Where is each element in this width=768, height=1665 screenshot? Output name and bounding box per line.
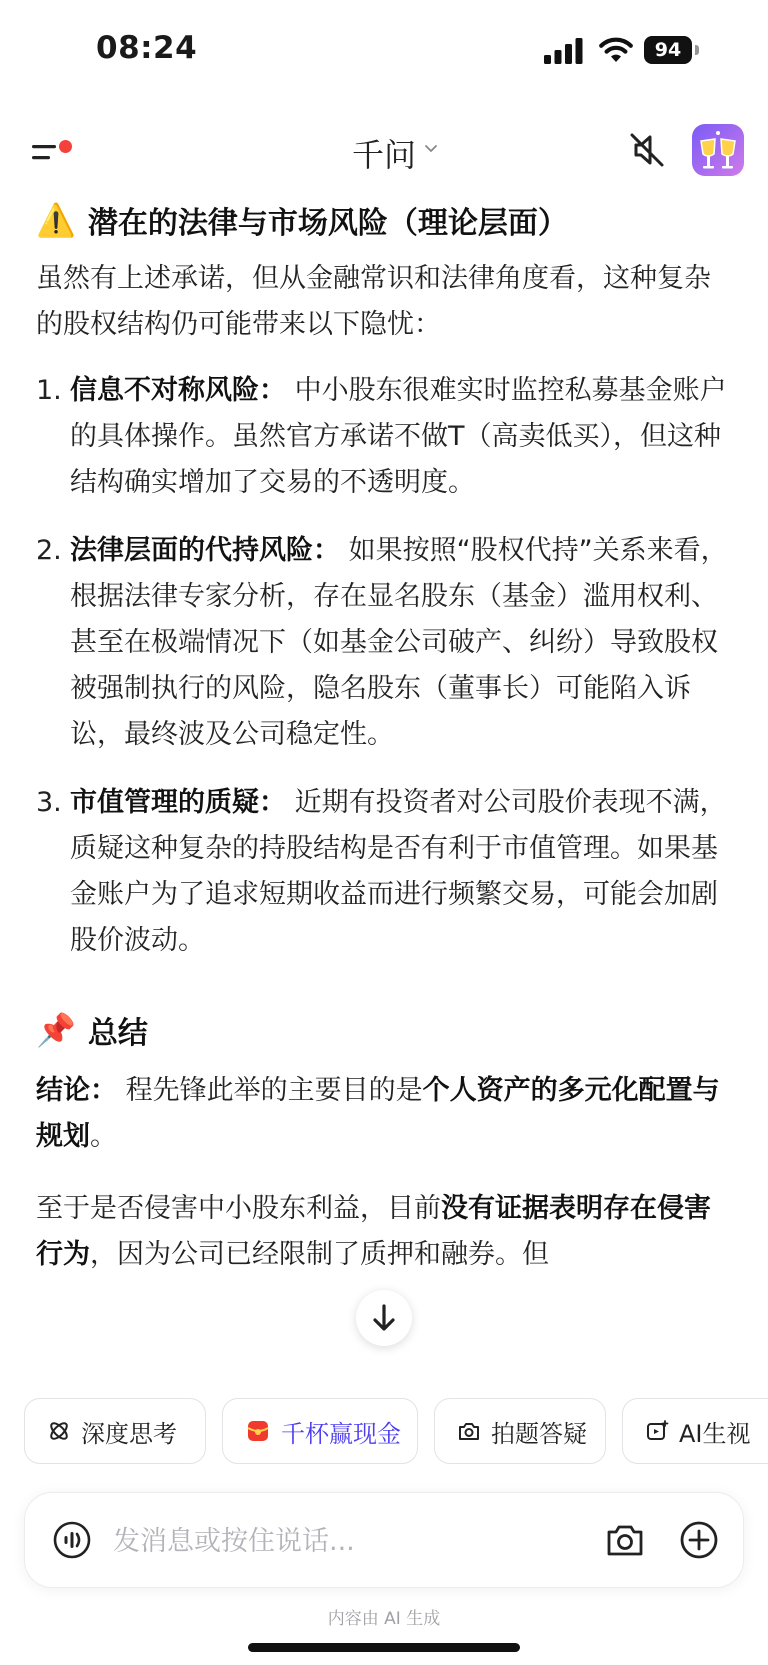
list-item-text: 如果按照“股权代持”关系来看，根据法律专家分析，存在显名股东（基金）滥用权利、甚至在极端情况下（如基金公司破产、纠纷）导致股权被强制执行的风险，隐名股东（董事长）可能陷入诉讼，最终波及公司稳定性。 bbox=[70, 535, 728, 750]
pushpin-icon: 📌 bbox=[36, 1011, 76, 1049]
wifi-icon bbox=[598, 36, 634, 64]
plus-icon[interactable] bbox=[679, 1520, 719, 1560]
list-item-text: 中小股东很难实时监控私募基金账户的具体操作。虽然官方承诺不做T（高卖低买），但这种结构确实增加了交易的不透明度。 bbox=[70, 375, 727, 498]
chevron-down-icon[interactable] bbox=[424, 144, 438, 154]
risk-heading bbox=[36, 198, 736, 242]
ai-video-icon bbox=[645, 1419, 669, 1443]
home-indicator bbox=[248, 1643, 520, 1652]
voice-icon[interactable] bbox=[52, 1520, 92, 1560]
camera-question-icon bbox=[457, 1419, 481, 1443]
chip-photo-question[interactable] bbox=[434, 1398, 606, 1464]
menu-icon bbox=[30, 132, 64, 172]
summary-text-end: ，因为公司已经限制了质押和融券。但 bbox=[90, 1239, 549, 1270]
chip-ai-video[interactable] bbox=[622, 1398, 768, 1464]
list-item-text: 近期有投资者对公司股价表现不满，质疑这种复杂的持股结构是否有利于市值管理。如果基金账户为了追求短期收益而进行频繁交易，可能会加剧股价波动。 bbox=[70, 787, 727, 956]
chip-deep-think[interactable] bbox=[24, 1398, 206, 1464]
list-item bbox=[36, 528, 736, 758]
menu-button[interactable] bbox=[30, 132, 76, 172]
message-content bbox=[36, 198, 736, 1374]
red-envelope-icon bbox=[245, 1418, 271, 1444]
app-header bbox=[0, 118, 768, 188]
list-number: 3. bbox=[36, 787, 62, 818]
message-input-bar bbox=[24, 1492, 744, 1588]
app-title[interactable]: 千问 bbox=[352, 136, 417, 174]
summary-heading-text: 总结 bbox=[87, 1016, 148, 1051]
arrow-down-icon bbox=[356, 1290, 412, 1346]
chip-label: 深度思考 bbox=[81, 1419, 177, 1448]
battery-level: 94 bbox=[644, 36, 692, 64]
list-item-title: 信息不对称风险： bbox=[70, 375, 286, 406]
risk-heading-text: 潜在的法律与市场风险（理论层面） bbox=[87, 206, 568, 241]
notification-dot bbox=[59, 140, 72, 153]
chip-label: AI生视 bbox=[679, 1419, 751, 1448]
quick-action-chips bbox=[24, 1398, 768, 1466]
list-item bbox=[36, 780, 736, 964]
status-time: 08:24 bbox=[96, 30, 198, 66]
chip-label: 千杯赢现金 bbox=[281, 1419, 401, 1448]
summary-paragraph bbox=[36, 1186, 736, 1278]
warning-icon: ⚠️ bbox=[36, 201, 76, 239]
risk-list bbox=[36, 368, 736, 964]
summary-text-bold: 没有证据表明存在侵害行为 bbox=[36, 1193, 711, 1270]
message-input[interactable] bbox=[111, 1517, 535, 1565]
ai-disclaimer: 内容由 AI 生成 bbox=[327, 1609, 441, 1629]
list-number: 1. bbox=[36, 375, 62, 406]
cellular-signal-icon bbox=[544, 38, 584, 64]
list-item bbox=[36, 368, 736, 506]
avatar-cheers-icon bbox=[692, 124, 744, 176]
deep-think-icon bbox=[47, 1419, 71, 1443]
conclusion-end: 。 bbox=[90, 1121, 117, 1152]
summary-text-start: 至于是否侵害中小股东利益，目前 bbox=[36, 1193, 441, 1224]
conclusion-label: 结论： bbox=[36, 1075, 117, 1106]
avatar[interactable] bbox=[692, 124, 744, 176]
status-bar bbox=[0, 0, 768, 100]
conclusion-bold: 个人资产的多元化配置与规划 bbox=[36, 1075, 720, 1152]
speaker-muted-icon[interactable] bbox=[626, 130, 668, 170]
camera-icon[interactable] bbox=[605, 1521, 645, 1559]
chip-cup-win-cash[interactable] bbox=[222, 1398, 418, 1464]
summary-heading bbox=[36, 1008, 736, 1052]
battery-icon bbox=[644, 36, 700, 64]
list-number: 2. bbox=[36, 535, 62, 566]
conclusion-paragraph bbox=[36, 1068, 736, 1160]
conclusion-text: 程先锋此举的主要目的是 bbox=[125, 1075, 423, 1106]
list-item-title: 法律层面的代持风险： bbox=[70, 535, 340, 566]
risk-intro: 虽然有上述承诺，但从金融常识和法律角度看，这种复杂的股权结构仍可能带来以下隐忧： bbox=[36, 263, 711, 340]
scroll-to-bottom-button[interactable] bbox=[356, 1290, 412, 1346]
chip-label: 拍题答疑 bbox=[491, 1419, 587, 1448]
list-item-title: 市值管理的质疑： bbox=[70, 787, 286, 818]
battery-tip bbox=[695, 45, 699, 55]
